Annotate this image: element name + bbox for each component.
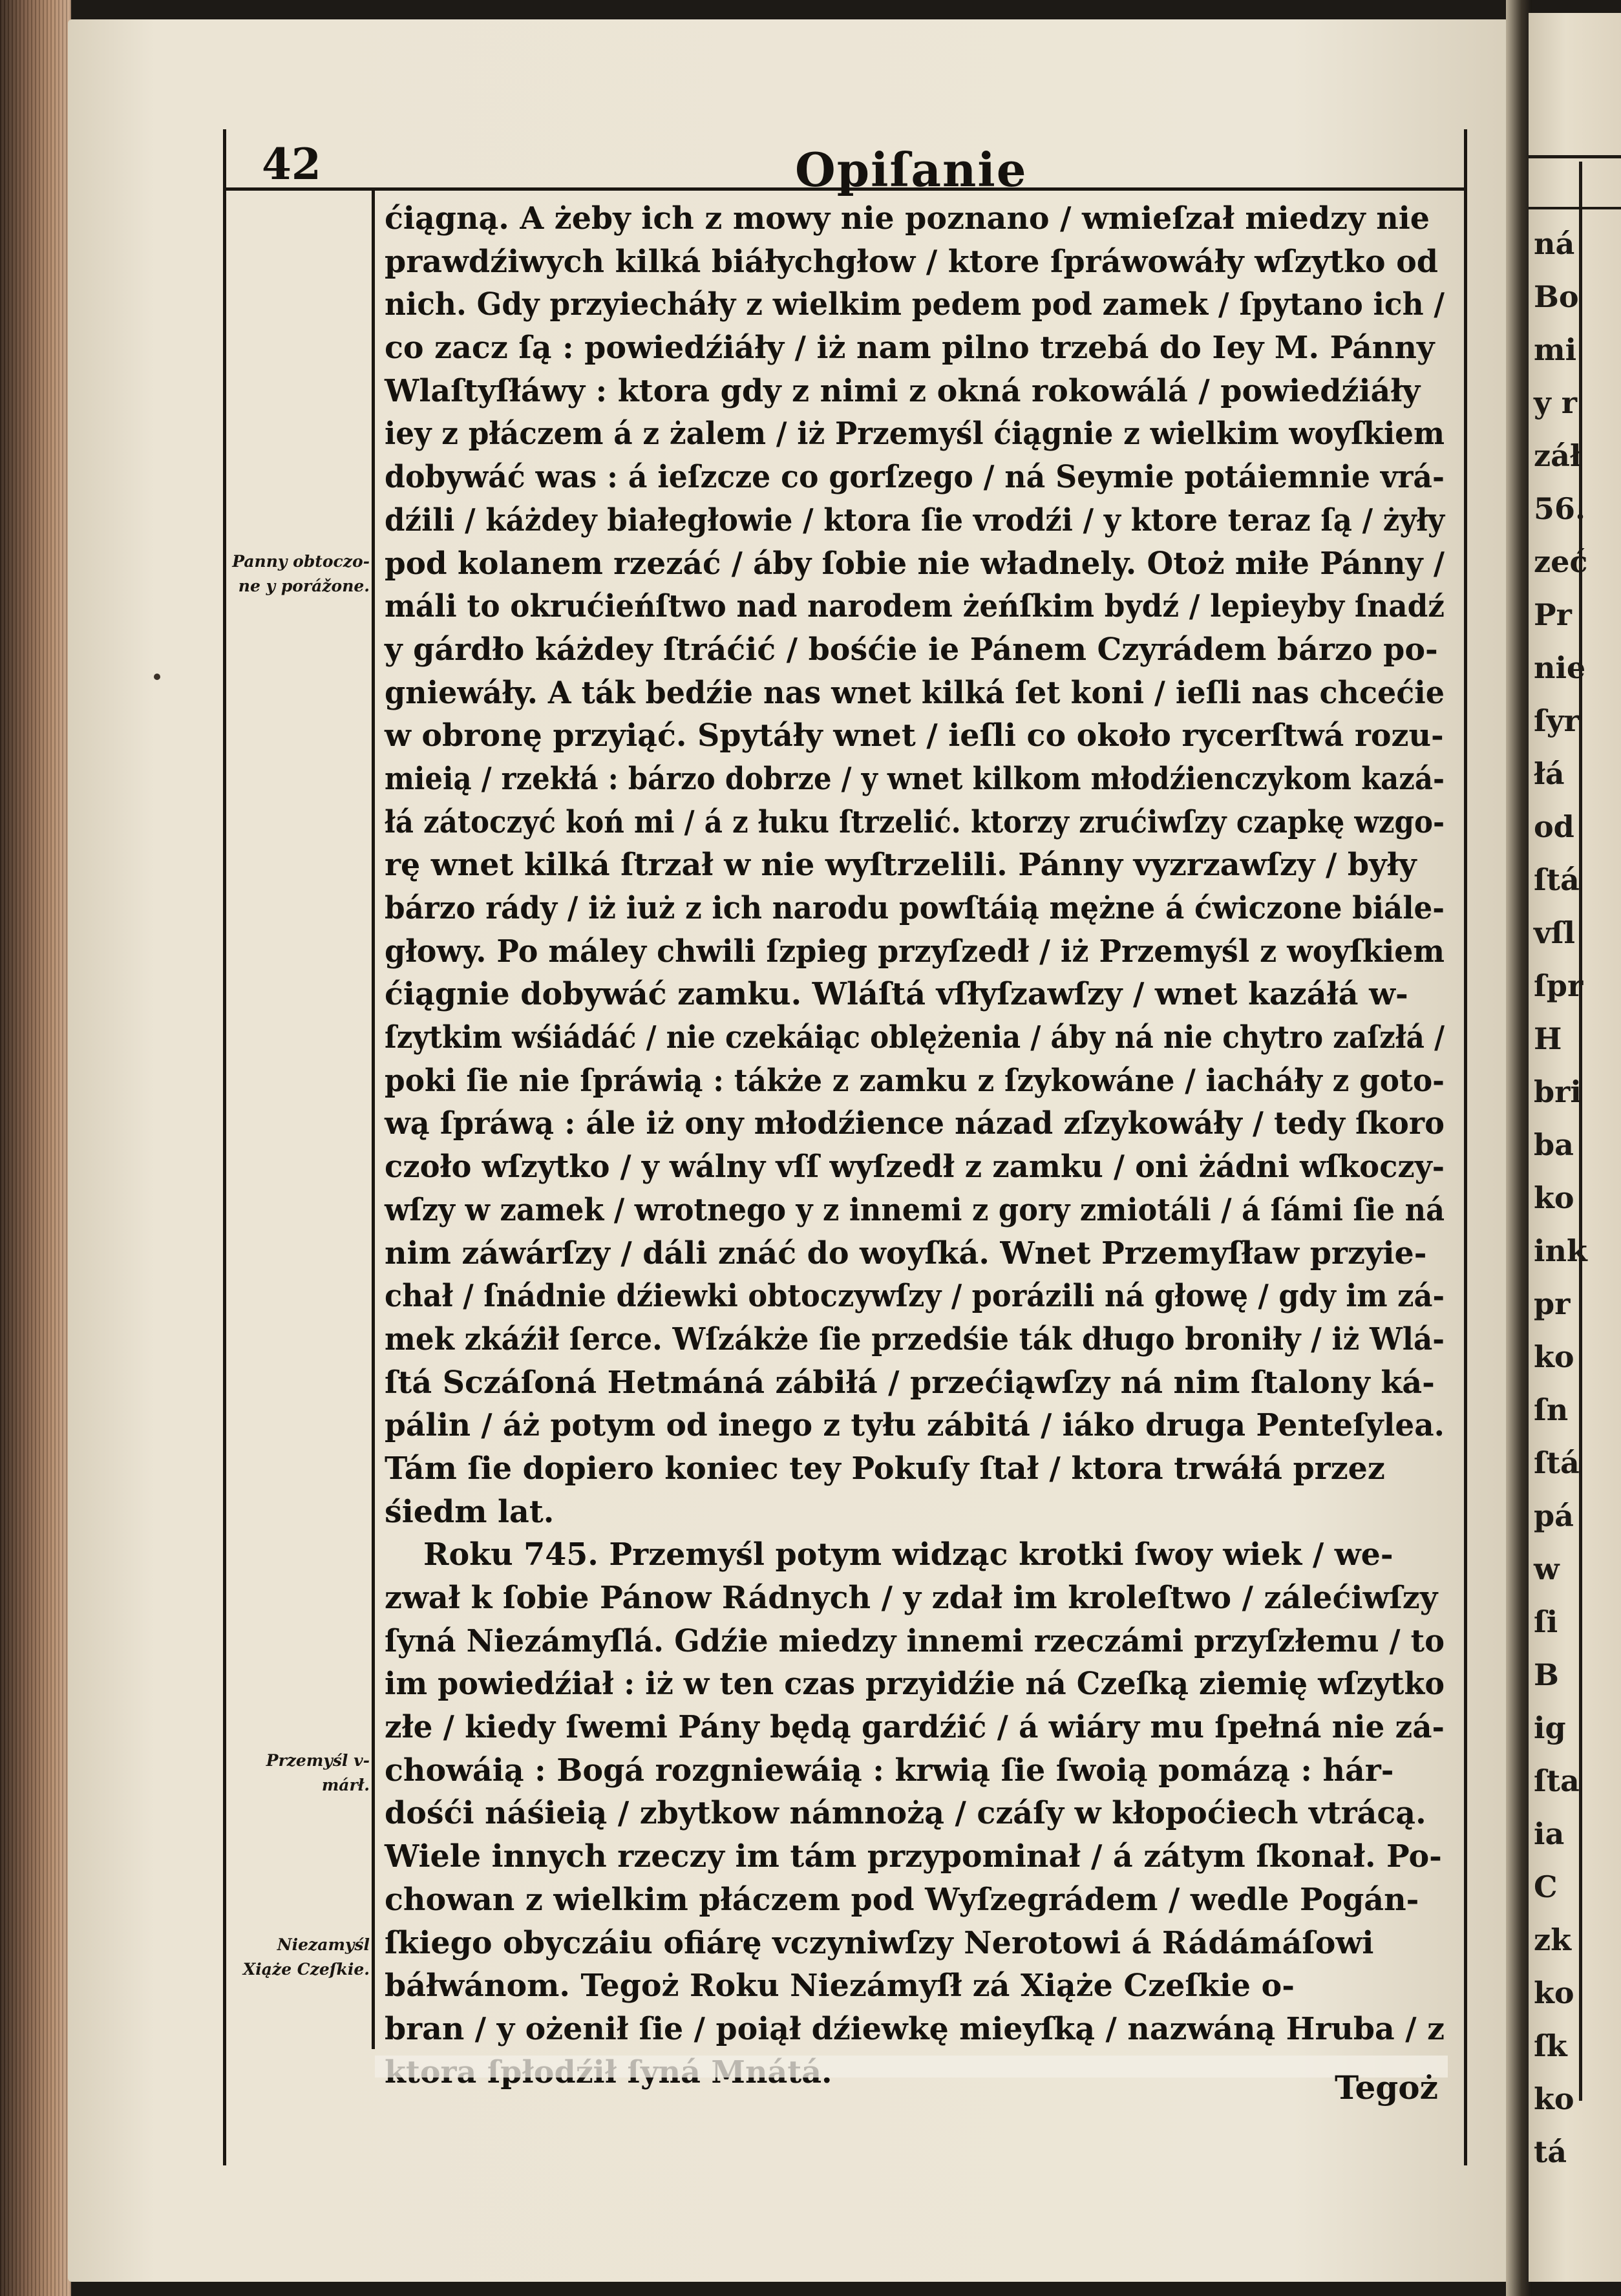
facing-page-text-fragment: tá	[1534, 2134, 1567, 2169]
facing-page-text-fragment: ink	[1534, 1233, 1587, 1268]
marginal-note-1	[228, 549, 370, 599]
text-line: y gárdło káżdey ſtráćić / bośćie ie Pánem Czyrádem bárzo po-	[385, 631, 1438, 668]
text-line: ſkiego obyczáiu ofiárę vczyniwſzy Nerotowi á Rádámáſowi	[385, 1924, 1374, 1961]
facing-page-text-fragment: zk	[1534, 1922, 1571, 1957]
text-line: máli to okrućieńſtwo nad narodem żeńſkim bydź / lepieyby ſnadź	[385, 588, 1445, 625]
facing-page-text-fragment: ko	[1534, 1975, 1574, 2010]
catchword: Tegoż	[1335, 2068, 1438, 2107]
facing-page-text-fragment: Bo	[1534, 279, 1579, 314]
facing-page-text-fragment: ſn	[1534, 1392, 1569, 1427]
text-line: śiedm lat.	[385, 1493, 555, 1530]
facing-page-text-fragment: y r	[1534, 385, 1577, 420]
text-line: dobywáć was : á ieſzcze co gorſzego / ná Seymie potáiemnie vrá-	[385, 459, 1445, 496]
marginal-note-line: Niezamyśl	[277, 1935, 370, 1954]
facing-page-text-fragment: ba	[1534, 1127, 1574, 1162]
facing-page-text-fragment: C	[1534, 1869, 1558, 1904]
facing-page-text-fragment: 56.	[1534, 491, 1586, 526]
text-line: złe / kiedy ſwemi Pány będą gardźić / á wiáry mu ſpełná nie zá-	[385, 1709, 1445, 1746]
facing-page-text-fragment: ſyr	[1534, 703, 1580, 738]
text-line: co zacz ſą : powiedźiáły / iż nam pilno trzebá do Iey M. Pánny	[385, 330, 1435, 367]
facing-page-text-fragment: ko	[1534, 2081, 1574, 2116]
facing-page-text-fragment: ia	[1534, 1816, 1565, 1851]
body-text	[385, 197, 1451, 2094]
text-line: ſyná Niezámyſlá. Gdźie miedzy innemi rzeczámi przyſzłemu / to	[385, 1622, 1445, 1659]
text-line: czoło wſzytko / y wálny vſſ wyſzedł z zamku / oni żádni wſkoczy-	[385, 1149, 1445, 1185]
text-line: nich. Gdy przyiecháły z wielkim pedem pod zamek / ſpytano ich /	[385, 286, 1445, 323]
facing-page-text-fragment: ig	[1534, 1710, 1566, 1745]
book-gutter	[1506, 0, 1532, 2296]
facing-page-text-fragment: ſpr	[1534, 968, 1584, 1003]
facing-page-text-fragment: vſl	[1534, 915, 1575, 950]
facing-page-text-fragment: H	[1534, 1021, 1562, 1056]
facing-page-text-fragment: pr	[1534, 1286, 1571, 1321]
marginal-note-line: Przemyśl v-	[266, 1751, 370, 1770]
text-line: mieią / rzekłá : bárzo dobrze / y wnet kilkom młodźienczykom kazá-	[385, 760, 1445, 797]
text-line: chowan z wielkim płáczem pod Wyſzegrádem / wedle Pogán-	[385, 1881, 1419, 1918]
facing-page-text-fragment: ko	[1534, 1339, 1574, 1374]
facing-page-text-fragment: nie	[1534, 650, 1586, 685]
marginal-note-line: Panny obtoczo-	[232, 552, 370, 571]
marginal-note-3	[228, 1933, 370, 1982]
marginal-note-line: márł.	[321, 1776, 370, 1794]
facing-page-text-fragment: ſi	[1534, 1604, 1558, 1639]
ink-speck	[154, 674, 160, 680]
facing-page-text-fragment: pá	[1534, 1498, 1574, 1533]
text-line: rę wnet kilká ſtrzał w nie wyſtrzelili. Pánny vyzrzawſzy / były	[385, 847, 1417, 884]
text-line: bárzo rády / iż iuż z ich narodu powſtáią mężne á ćwiczone biále-	[385, 890, 1445, 926]
facing-page-text-fragment: ſta	[1534, 1763, 1580, 1798]
text-line: wſzy w zamek / wrotnego y z innemi z gory zmiotáli / á ſámi ſie ná	[385, 1191, 1445, 1228]
text-line: prawdźiwych kilká biáłychgłow / ktore ſpráwowáły wſzytko od	[385, 243, 1438, 280]
text-line: głowy. Po máley chwili ſzpieg przyſzedł / iż Przemyśl z woyſkiem	[385, 933, 1445, 970]
marginal-note-2	[228, 1749, 370, 1798]
text-line: chał / ſnádnie dźiewki obtoczywſzy / porázili ná głowę / gdy im zá-	[385, 1278, 1445, 1315]
facing-page-text-fragment: w	[1534, 1551, 1560, 1586]
facing-page-text-fragment: Pr	[1534, 597, 1572, 632]
text-line: łá zátoczyć koń mi / á z łuku ſtrzelić. ktorzy zrućiwſzy czapkę wzgo-	[385, 803, 1445, 840]
text-line: zwał k ſobie Pánow Rádnych / y zdał im kroleſtwo / zálećiwſzy	[385, 1580, 1438, 1616]
text-line: wą ſpráwą : ále iż ony młodźience názad zſzykowáły / tedy ſkoro	[385, 1105, 1445, 1142]
facing-page-text-fragment: záł	[1534, 438, 1582, 473]
margin-rule	[372, 187, 375, 2049]
text-line: mek zkáźił ſerce. Wſzákże ſie przedśie ták długo broniły / iż Wlá-	[385, 1321, 1445, 1357]
text-line: ſtá Sczáſoná Hetmáná zábiłá / przećiąwſzy ná nim ſtalony ká-	[385, 1364, 1435, 1401]
paper-strip	[375, 2056, 1448, 2078]
page-number: 42	[262, 139, 321, 189]
text-line: báłwánom. Tegoż Roku Niezámyſł zá Xiąże Czeſkie o-	[385, 1968, 1295, 2004]
text-line: ćiągnie dobywáć zamku. Wláſtá vſłyſzawſzy / wnet kazáłá w-	[385, 976, 1408, 1013]
marginal-note-line: Xiąże Czeſkie.	[242, 1960, 370, 1979]
facing-page-fragment	[1529, 13, 1621, 2282]
text-line: gniewáły. A ták bedźie nas wnet kilká ſet koni / ieſli nas chcećie	[385, 674, 1445, 711]
facing-page-text-fragment: łá	[1534, 756, 1565, 791]
text-line: Tám ſie dopiero koniec tey Pokuſy ſtał / ktora trwáłá przez	[385, 1450, 1385, 1487]
text-line: bran / y ożenił ſie / poiął dźiewkę mieyſką / nazwáną Hruba / z	[385, 2010, 1445, 2047]
facing-page-text-fragment: bri	[1534, 1074, 1582, 1109]
book-edge-left	[0, 0, 71, 2296]
text-line: poki ſie nie ſpráwią : tákże z zamku z ſzykowáne / iacháły z goto-	[385, 1062, 1445, 1099]
text-line: Roku 745. Przemyśl potym widząc krotki ſwoy wiek / we-	[423, 1536, 1393, 1573]
text-line: dźili / káżdey białegłowie / ktora ſie vrodźi / y ktore teraz ſą / żyły	[385, 502, 1445, 538]
facing-page-text-fragment: ná	[1534, 226, 1575, 261]
text-line: Wiele innych rzeczy im tám przypominał / á zátym ſkonał. Po-	[385, 1838, 1442, 1875]
text-line: iey z płáczem á z żalem / iż Przemyśl ćiągnie z wielkim woyſkiem	[385, 416, 1445, 452]
text-line: ćiągną. A żeby ich z mowy nie poznano / wmieſzał miedzy nie	[385, 200, 1430, 237]
facing-page-text-fragment: ſtá	[1534, 862, 1580, 897]
facing-page-text-fragment: B	[1534, 1657, 1559, 1692]
text-line: Wlaſtyſłáwy : ktora gdy z nimi z okná rokowálá / powiedźiáły	[385, 372, 1421, 409]
facing-page-text-fragment: od	[1534, 809, 1574, 844]
facing-page-text-fragment: ſtá	[1534, 1445, 1580, 1480]
marginal-note-line: ne y porážone.	[238, 577, 370, 595]
facing-page-text-fragment: ſk	[1534, 2028, 1567, 2063]
running-head: Opiſanie	[795, 142, 1028, 197]
text-line: chowáią : Bogá rozgniewáią : krwią ſie ſwoią pomázą : hár-	[385, 1752, 1394, 1789]
text-line: w obronę przyiąć. Spytáły wnet / ieſli co około rycerſtwá rozu-	[385, 717, 1444, 754]
text-line: dośći náśieią / zbytkow námnożą / czáſy w kłopoćiech vtrácą.	[385, 1795, 1426, 1832]
text-line: pálin / áż potym od inego z tyłu zábitá / iáko druga Penteſylea.	[385, 1407, 1445, 1444]
facing-page-text-fragment: ko	[1534, 1180, 1574, 1215]
facing-page-text-fragment: mi	[1534, 332, 1577, 367]
text-line: im powiedźiał : iż w ten czas przyidźie ná Czeſką ziemię wſzytko	[385, 1666, 1445, 1703]
text-line: pod kolanem rzezáć / áby ſobie nie władnely. Otoż miłe Pánny /	[385, 545, 1445, 582]
text-line: ſzytkim wśiádáć / nie czekáiąc oblężenia / áby ná nie chytro zaſzłá /	[385, 1019, 1445, 1056]
facing-page-text-fragment: zeć	[1534, 544, 1588, 579]
text-line: nim záwárſzy / dáli znáć do woyſká. Wnet Przemyſław przyie-	[385, 1235, 1427, 1271]
